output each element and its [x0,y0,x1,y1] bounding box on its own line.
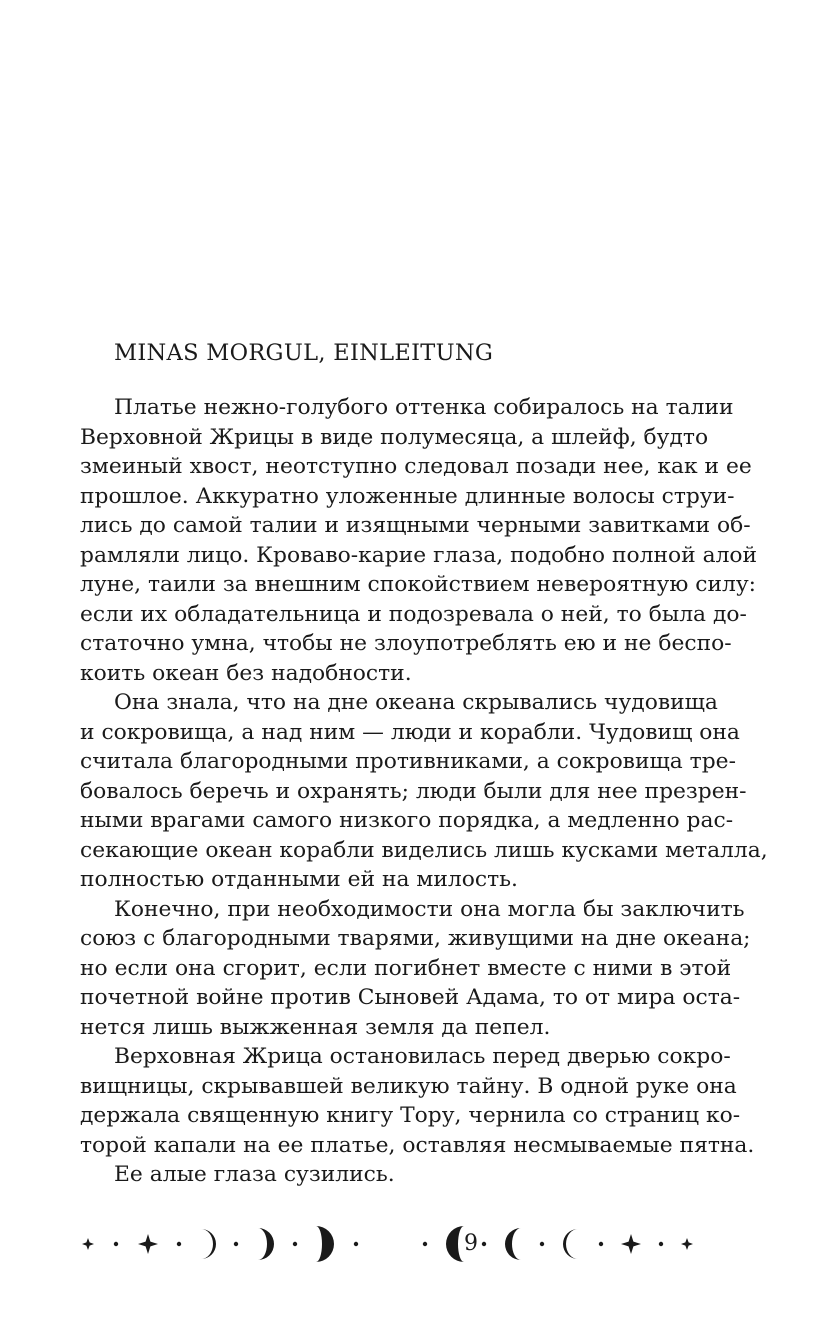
text-line: луне, таили за внешним спокойствием невероятную силу: [80,572,757,597]
text-line: Платье нежно-голубого оттенка собиралось на талии [114,395,734,420]
text-line: почетной войне против Сыновей Адама, то от мира оста- [80,985,741,1010]
text-line: бовалось беречь и охранять; люди были для нее презрен- [80,778,747,804]
star-icon [621,1234,641,1254]
dot-icon [599,1242,603,1246]
text-line: Верховной Жрицы в виде полумесяца, а шлейф, будто [80,424,709,450]
text-line: змеиный хвост, неотступно следовал позади нее, как и ее [80,454,752,479]
text-line: и сокровища, а над ним — люди и корабли. Чудовищ она [80,719,740,745]
text-line: секающие океан корабли виделись лишь кусками металла, [80,837,768,863]
dot-icon [114,1242,118,1246]
half-moon-icon [505,1228,521,1260]
text-line: держала священную книгу Тору, чернила со страниц ко- [80,1103,741,1128]
body-text [80,393,768,1190]
crescent-thin-icon [201,1229,216,1259]
text-line: если их обладательница и подозревала о ней, то была до- [80,601,747,627]
text-line: прошлое. Аккуратно уложенные длинные волосы струи- [80,483,735,509]
text-line: коить океан без надобности. [80,660,412,686]
chapter-heading: MINAS MORGUL, EINLEITUNG [114,340,494,366]
text-line: Конечно, при необходимости она могла бы заключить [114,896,745,922]
crescent-thin-icon [563,1229,578,1259]
text-line: статочно умна, чтобы не злоупотреблять ею и не беспо- [80,631,732,656]
text-line: союз с благородными тварями, живущими на дне океана; [80,926,751,951]
page-footer [80,1220,700,1270]
half-moon-icon [258,1228,274,1260]
text-line: но если она сгорит, если погибнет вместе с ними в этой [80,955,732,981]
page-number: 9 [464,1231,478,1256]
dot-icon [659,1242,663,1246]
text-line: ными врагами самого низкого порядка, а медленно рас- [80,808,734,833]
footer-ornament [80,1220,700,1270]
text-line: Ее алые глаза сузились. [114,1162,395,1187]
text-line: полностью отданными ей на милость. [80,867,518,892]
text-line: торой капали на ее платье, оставляя несмываемые пятна. [80,1132,755,1158]
text-line: Верховная Жрица остановилась перед дверью сокро- [114,1044,731,1069]
dot-icon [423,1242,427,1246]
gibbous-moon-icon [316,1226,334,1262]
dot-icon [234,1242,238,1246]
text-line: вищницы, скрывавшей великую тайну. В одной руке она [80,1073,737,1099]
dot-icon [354,1242,358,1246]
text-line: рамляли лицо. Кроваво-карие глаза, подобно полной алой [80,542,758,568]
text-line: Она знала, что на дне океана скрывались чудовища [114,690,718,715]
text-line: нется лишь выжженная земля да пепел. [80,1014,551,1040]
dot-icon [177,1242,181,1246]
text-line: считала благородными противниками, а сокровища тре- [80,749,736,774]
star-icon [681,1238,693,1250]
star-icon [82,1238,94,1250]
star-icon [138,1234,158,1254]
dot-icon [540,1242,544,1246]
text-line: лись до самой талии и изящными черными завитками об- [80,513,751,538]
dot-icon [482,1242,486,1246]
dot-icon [293,1242,297,1246]
